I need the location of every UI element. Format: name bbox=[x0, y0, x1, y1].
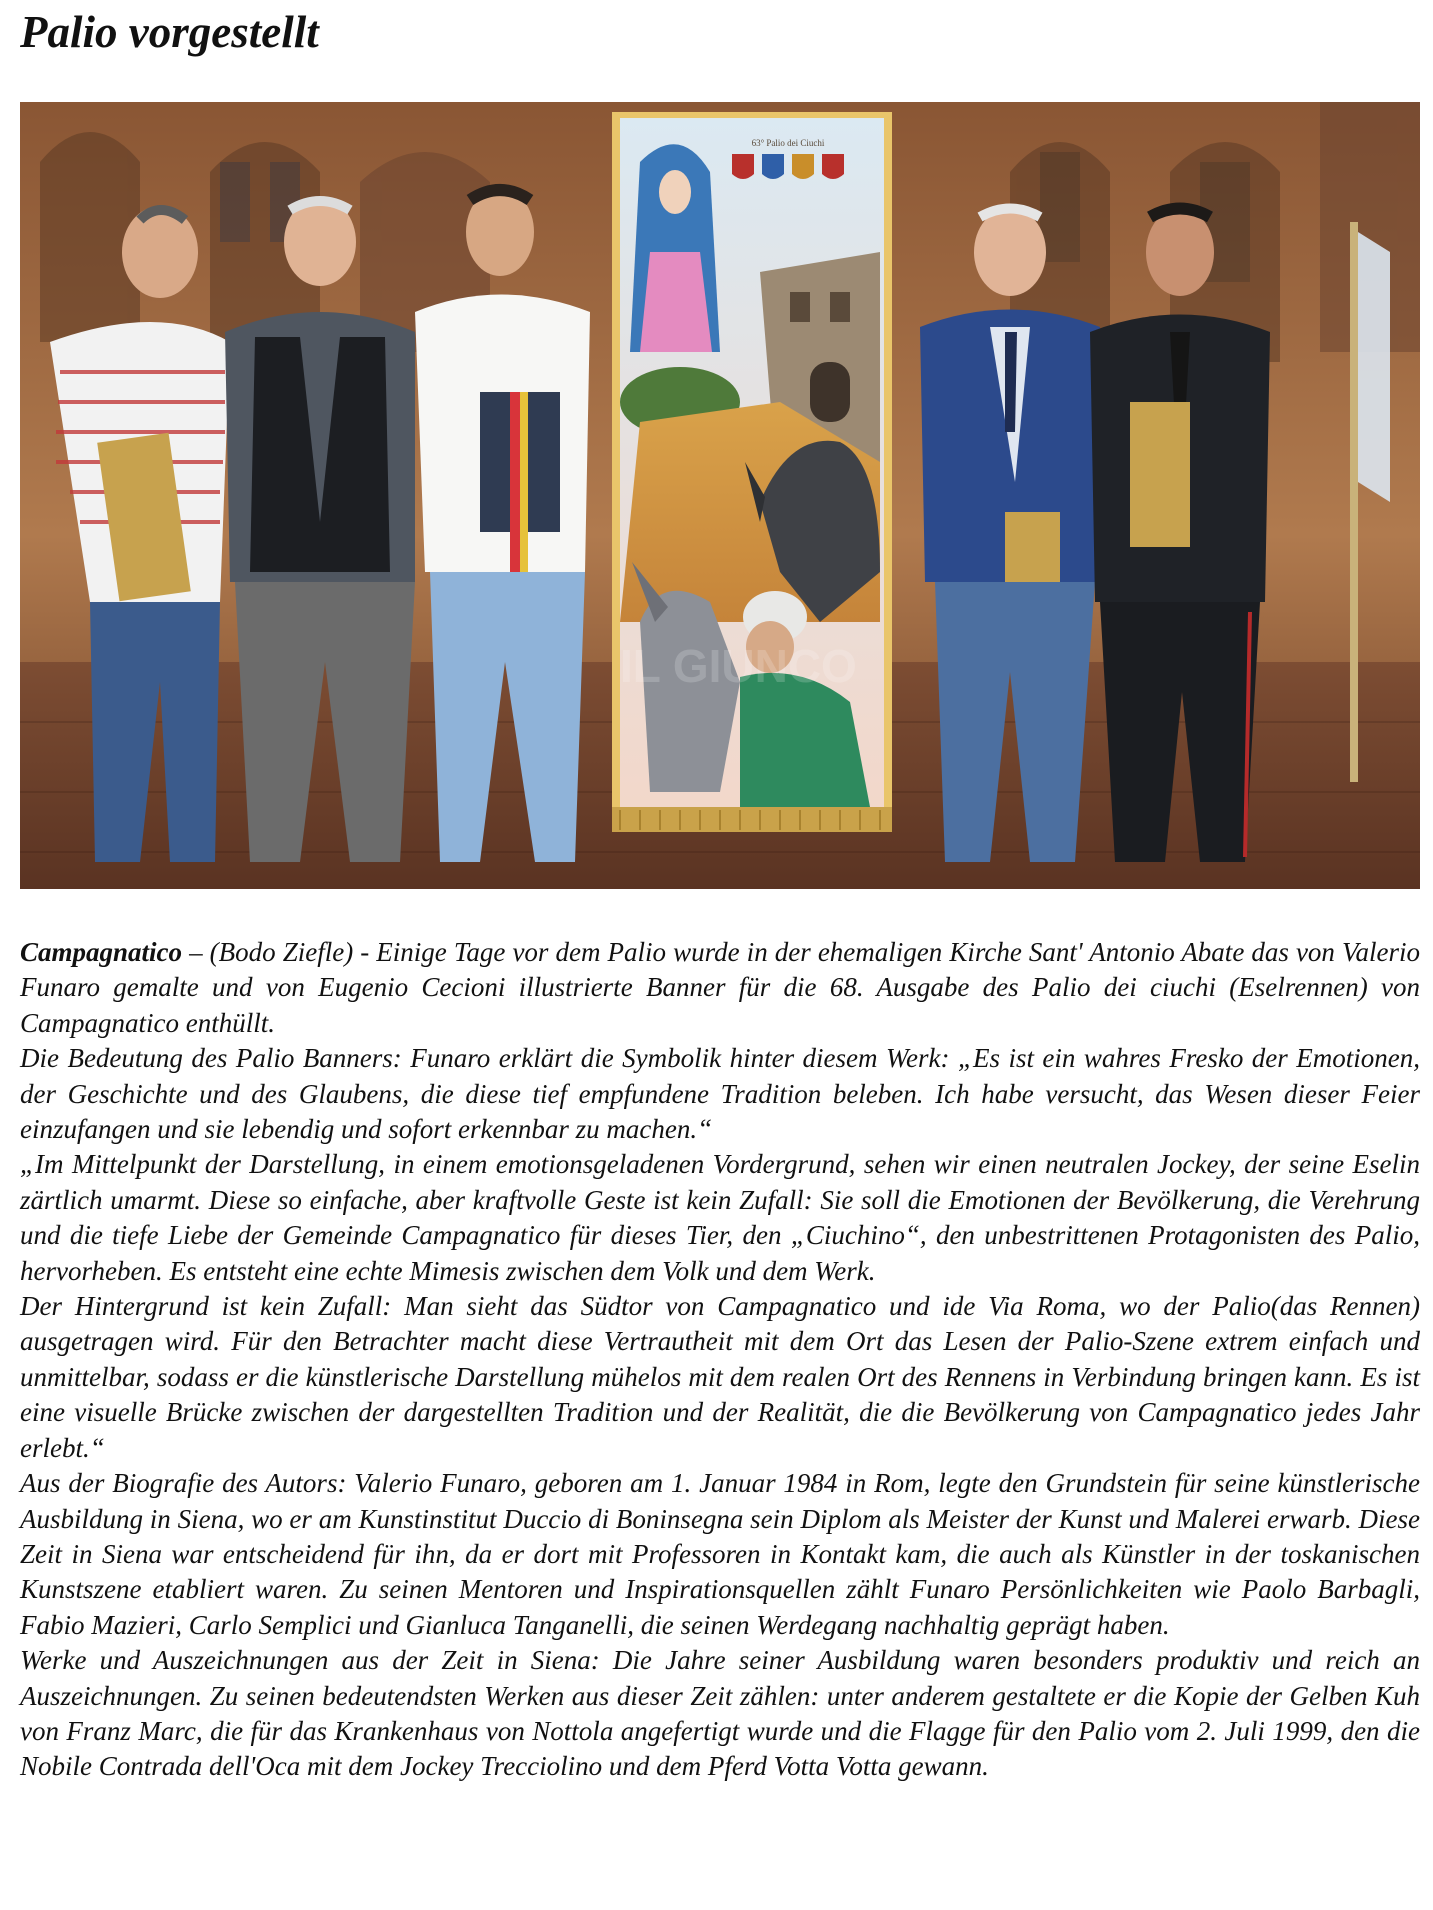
paragraph-biography: Aus der Biografie des Autors: Valerio Funaro, geboren am 1. Januar 1984 in Rom, legte den Grundstein für seine künstlerische Ausbildung in Siena, wo er am Kunstinstitut Duccio di Boninsegna sein Diplom als Meister der Kunst und Malerei erwarb. Diese Zeit in Siena war entscheidend für ihn, da er dort mit Professoren in Kontakt kam, die auch als Künstler in der toskanischen Kunstszene etabliert waren. Zu seinen Mentoren und Inspirationsquellen zählt Funaro Persönlichkeiten wie Paolo Barbagli, Fabio Mazieri, Carlo Semplici und Gianluca Tanganelli, die seinen Werdegang nachhaltig geprägt haben. bbox=[20, 1468, 1420, 1640]
palio-banner bbox=[612, 112, 892, 832]
paragraph-banner-meaning: Die Bedeutung des Palio Banners: Funaro erklärt die Symbolik hinter diesem Werk: „Es ist ein wahres Fresko der Emotionen, der Geschichte und des Glaubens, die diese tief empfundene Tradition beleben. Ich habe versucht, das Wesen dieser Feier einzufangen und sie lebendig und sofort erkennbar zu machen.“ bbox=[20, 1043, 1420, 1145]
photo-watermark: IL GIUNCO bbox=[620, 640, 857, 692]
lead-text: – (Bodo Ziefle) - Einige Tage vor dem Palio wurde in der ehemaligen Kirche Sant' Antonio Abate das von Valerio Funaro gemalte und von Eugenio Cecioni illustrierte Banner für die 68. Ausgabe des Palio dei ciuchi (Eselrennen) von Campagnatico enthüllt. bbox=[20, 937, 1420, 1038]
article-photo bbox=[20, 102, 1420, 889]
paragraph-center-scene: „Im Mittelpunkt der Darstellung, in einem emotionsgeladenen Vordergrund, sehen wir einen neutralen Jockey, der seine Eselin zärtlich umarmt. Diese so einfache, aber kraftvolle Geste ist kein Zufall: Sie soll die Emotionen der Bevölkerung, die Verehrung und die tiefe Liebe der Gemeinde Campagnatico für dieses Tier, den „Ciuchino“, den unbestrittenen Protagonisten des Palio, hervorheben. Es entsteht eine echte Mimesis zwischen dem Volk und dem Werk. bbox=[20, 1149, 1420, 1286]
article-title: Palio vorgestellt bbox=[20, 7, 319, 57]
article-body bbox=[20, 935, 1420, 1785]
lead-paragraph bbox=[20, 935, 1420, 1041]
lead-place: Campagnatico bbox=[20, 937, 183, 967]
paragraph-background: Der Hintergrund ist kein Zufall: Man sieht das Südtor von Campagnatico und ide Via Roma, wo der Palio(das Rennen) ausgetragen wird. Für den Betrachter macht diese Vertrautheit mit dem Ort das Lesen der Palio-Szene extrem einfach und unmittelbar, sodass er die künstlerische Darstellung mühelos mit dem realen Ort des Rennens in Verbindung bringen kann. Es ist eine visuelle Brücke zwischen der dargestellten Tradition und der Realität, die die Bevölkerung von Campagnatico jedes Jahr erlebt.“ bbox=[20, 1291, 1420, 1463]
paragraph-works: Werke und Auszeichnungen aus der Zeit in Siena: Die Jahre seiner Ausbildung waren besonders produktiv und reich an Auszeichnungen. Zu seinen bedeutendsten Werken aus dieser Zeit zählen: unter anderem gestaltete er die Kopie der Gelben Kuh von Franz Marc, die für das Krankenhaus von Nottola angefertigt wurde und die Flagge für den Palio vom 2. Juli 1999, den die Nobile Contrada dell'Oca mit dem Jockey Trecciolino und dem Pferd Votta Votta gewann. bbox=[20, 1645, 1420, 1782]
banner-lettering: 63° Palio dei Ciuchi bbox=[751, 138, 825, 148]
